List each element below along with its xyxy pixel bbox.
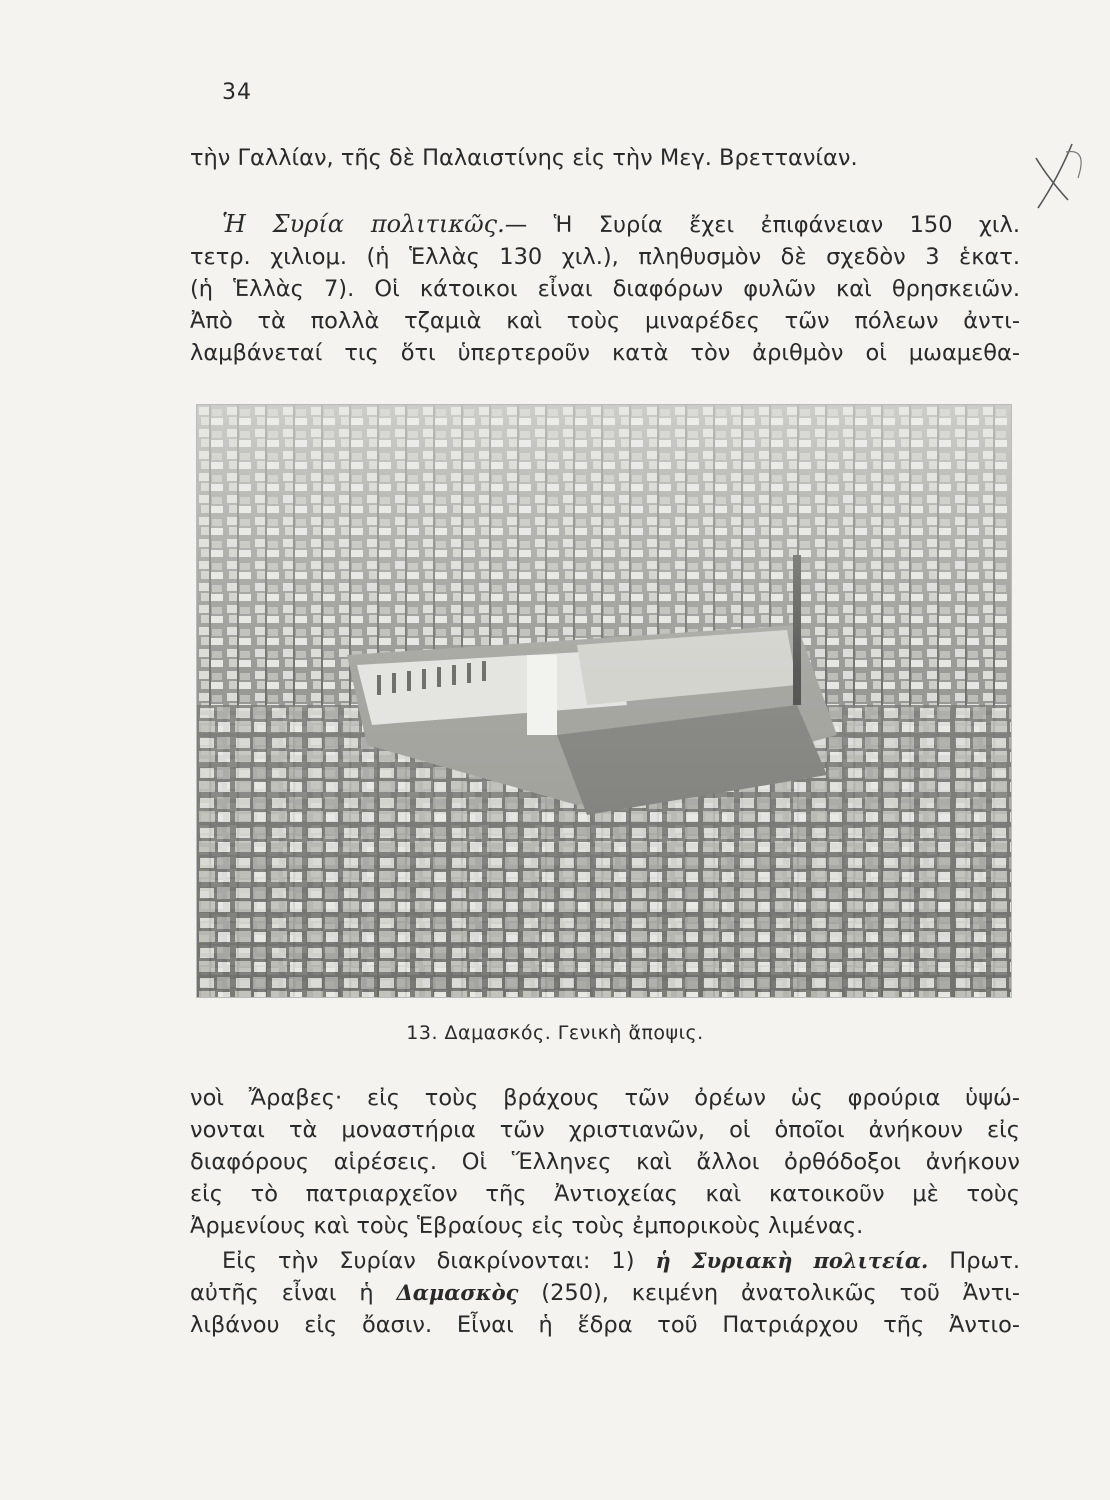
section-political-syria: [190, 208, 1020, 369]
text-line: [190, 1277, 1020, 1309]
section-heading: Ἡ Συρία πολιτικῶς.: [222, 210, 505, 238]
text-line: Ἀρμενίους καὶ τοὺς Ἑβραίους εἰς τοὺς ἐμπορικοὺς λιμένας.: [190, 1213, 864, 1239]
text-line: εἰς τὸ πατριαρχεῖον τῆς Ἀντιοχείας καὶ κατοικοῦν μὲ τοὺς: [190, 1181, 1020, 1207]
text-line: διαφόρους αἱρέσεις. Οἱ Ἕλληνες καὶ ἄλλοι ὀρθόδοξοι ἀνήκουν: [190, 1149, 1020, 1175]
page-number: 34: [222, 80, 252, 105]
term-syrian-state: ἡ Συριακὴ πολιτεία.: [655, 1248, 929, 1273]
top-paragraph: [190, 142, 1020, 174]
damascus-aerial-photo: [196, 404, 1012, 998]
text-run: Εἰς τὴν Συρίαν διακρίνονται: 1): [222, 1248, 635, 1274]
text-line: τετρ. χιλιομ. (ἡ Ἑλλὰς 130 χιλ.), πληθυσμὸν δὲ σχεδὸν 3 ἑκατ.: [190, 244, 1020, 270]
text-line: [190, 1245, 1020, 1277]
text-run: αὐτῆς εἶναι ἡ: [190, 1280, 374, 1306]
handwritten-cross-mark: [1028, 138, 1098, 218]
text-line: νοὶ Ἄραβες· εἰς τοὺς βράχους τῶν ὀρέων ὡς φρούρια ὑψώ-: [190, 1085, 1020, 1111]
lower-paragraph: [190, 1082, 1020, 1242]
text-line: λιβάνου εἰς ὄασιν. Εἶναι ἡ ἕδρα τοῦ Πατριάρχου τῆς Ἀντιο-: [190, 1312, 1020, 1338]
text-line: Ἀπὸ τὰ πολλὰ τζαμιὰ καὶ τοὺς μιναρέδες τῶν πόλεων ἀντι-: [190, 308, 1020, 334]
term-damascus: Δαμασκὸς: [396, 1280, 519, 1305]
section-first-line: [190, 208, 1020, 241]
text-line: νονται τὰ μοναστήρια τῶν χριστιανῶν, οἱ ὁποῖοι ἀνήκουν εἰς: [190, 1117, 1020, 1143]
text-run: (250), κειμένη ἀνατολικῶς τοῦ Ἀντι-: [541, 1280, 1020, 1306]
section-first-line-rest: — Ἡ Συρία ἔχει ἐπιφάνειαν 150 χιλ.: [504, 212, 1020, 238]
text-line: (ἡ Ἑλλὰς 7). Οἱ κάτοικοι εἶναι διαφόρων φυλῶν καὶ θρησκειῶν.: [190, 276, 1020, 302]
text-run: Πρωτ.: [949, 1248, 1021, 1274]
text-line: λαμβάνεταί τις ὅτι ὑπερτεροῦν κατὰ τὸν ἀριθμὸν οἱ μωαμεθα-: [190, 340, 1020, 366]
figure-caption: 13. Δαμασκός. Γενικὴ ἄποψις.: [406, 1022, 704, 1044]
text-line: τὴν Γαλλίαν, τῆς δὲ Παλαιστίνης εἰς τὴν Μεγ. Βρεττανίαν.: [190, 145, 858, 171]
last-paragraph: [190, 1245, 1020, 1341]
